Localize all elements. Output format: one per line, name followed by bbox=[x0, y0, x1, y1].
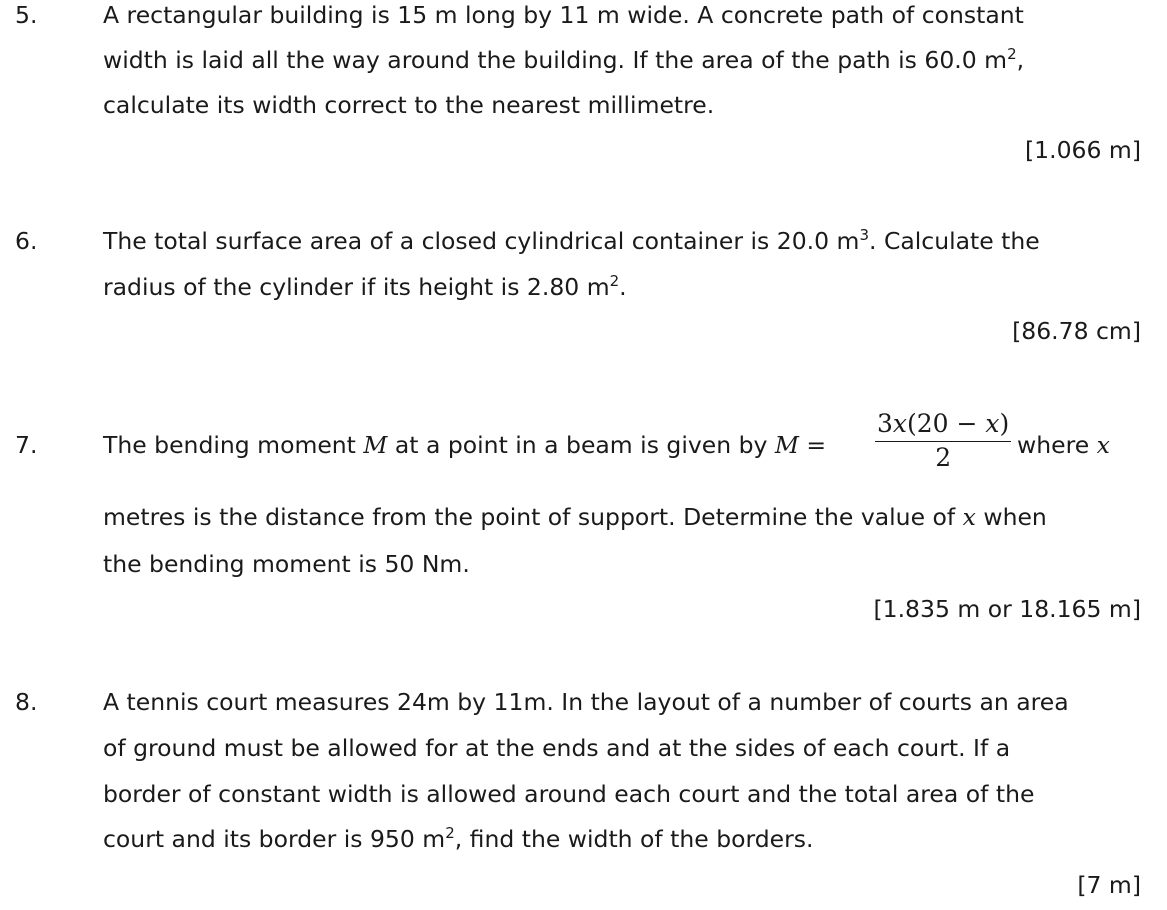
problem-7-line-2-tail: when bbox=[975, 503, 1047, 531]
problem-7-line-3: the bending moment is 50 Nm. bbox=[103, 550, 470, 578]
problem-5-line-2-tail: , bbox=[1016, 46, 1025, 74]
problem-6-line-2-text: radius of the cylinder if its height is 2.80 m bbox=[103, 273, 610, 301]
problem-7-fraction-bar bbox=[875, 441, 1011, 442]
problem-7-answer: [1.835 m or 18.165 m] bbox=[873, 595, 1141, 623]
frac-num-var-2: x bbox=[985, 409, 1000, 438]
problem-7-var-m: M bbox=[363, 431, 388, 459]
problem-6-answer: [86.78 cm] bbox=[1012, 317, 1141, 345]
problem-6-superscript-1: 3 bbox=[859, 226, 869, 244]
problem-5-line-2 bbox=[103, 45, 1024, 75]
problem-6-line-1-text: The total surface area of a closed cylindrical container is 20.0 m bbox=[103, 227, 860, 255]
frac-num-coef: 3 bbox=[877, 409, 893, 438]
problem-8-line-3: border of constant width is allowed around each court and the total area of the bbox=[103, 780, 1035, 808]
problem-7-line-2 bbox=[103, 502, 1047, 532]
problem-6-superscript-2: 2 bbox=[609, 272, 620, 290]
problem-7-line-1-mid: at a point in a beam is given by bbox=[387, 431, 775, 459]
problem-7-line-2-text: metres is the distance from the point of support. Determine the value of bbox=[103, 503, 963, 531]
problem-8-line-4-text: court and its border is 950 m bbox=[103, 825, 446, 853]
problem-7-line-2-var: x bbox=[962, 503, 976, 531]
problem-7-equation-lhs: M = bbox=[774, 431, 827, 459]
problem-7-number: 7. bbox=[15, 431, 38, 459]
problem-5-answer: [1.066 m] bbox=[1025, 136, 1141, 164]
problem-7-fraction bbox=[875, 408, 1011, 473]
problem-8-number: 8. bbox=[15, 688, 38, 716]
problem-8-superscript: 2 bbox=[445, 824, 455, 842]
frac-num-paren: (20 − bbox=[907, 409, 986, 438]
problem-6-number: 6. bbox=[15, 227, 38, 255]
problem-5-number: 5. bbox=[15, 1, 38, 29]
problem-7-fraction-denominator: 2 bbox=[935, 443, 952, 472]
problem-6-line-2 bbox=[103, 272, 627, 302]
problem-8-line-4 bbox=[103, 824, 814, 854]
problem-5-line-1: A rectangular building is 15 m long by 11 m wide. A concrete path of constant bbox=[103, 1, 1024, 29]
problem-7-var-x: x bbox=[1096, 431, 1110, 459]
problem-8-line-1: A tennis court measures 24m by 11m. In the layout of a number of courts an area bbox=[103, 688, 1069, 716]
frac-num-close: ) bbox=[999, 409, 1010, 438]
problem-6-line-1-tail: . Calculate the bbox=[869, 227, 1040, 255]
problem-7-where: where bbox=[1017, 431, 1097, 459]
problem-8-line-2: of ground must be allowed for at the ends and at the sides of each court. If a bbox=[103, 734, 1011, 762]
problem-6-line-1 bbox=[103, 226, 1040, 256]
problem-7-fraction-numerator bbox=[875, 408, 1011, 440]
problem-6-line-2-tail: . bbox=[619, 273, 627, 301]
problem-7-line-1-end bbox=[1017, 430, 1110, 460]
problem-5-superscript: 2 bbox=[1007, 45, 1017, 63]
problem-8-answer: [7 m] bbox=[1077, 871, 1141, 899]
problem-8-line-4-tail: , find the width of the borders. bbox=[454, 825, 814, 853]
problem-7-line-1-text: The bending moment bbox=[103, 431, 364, 459]
problem-7-line-1 bbox=[103, 430, 826, 460]
problem-5-line-2-text: width is laid all the way around the building. If the area of the path is 60.0 m bbox=[103, 46, 1008, 74]
frac-num-var: x bbox=[892, 409, 908, 438]
problem-5-line-3: calculate its width correct to the nearest millimetre. bbox=[103, 91, 715, 119]
